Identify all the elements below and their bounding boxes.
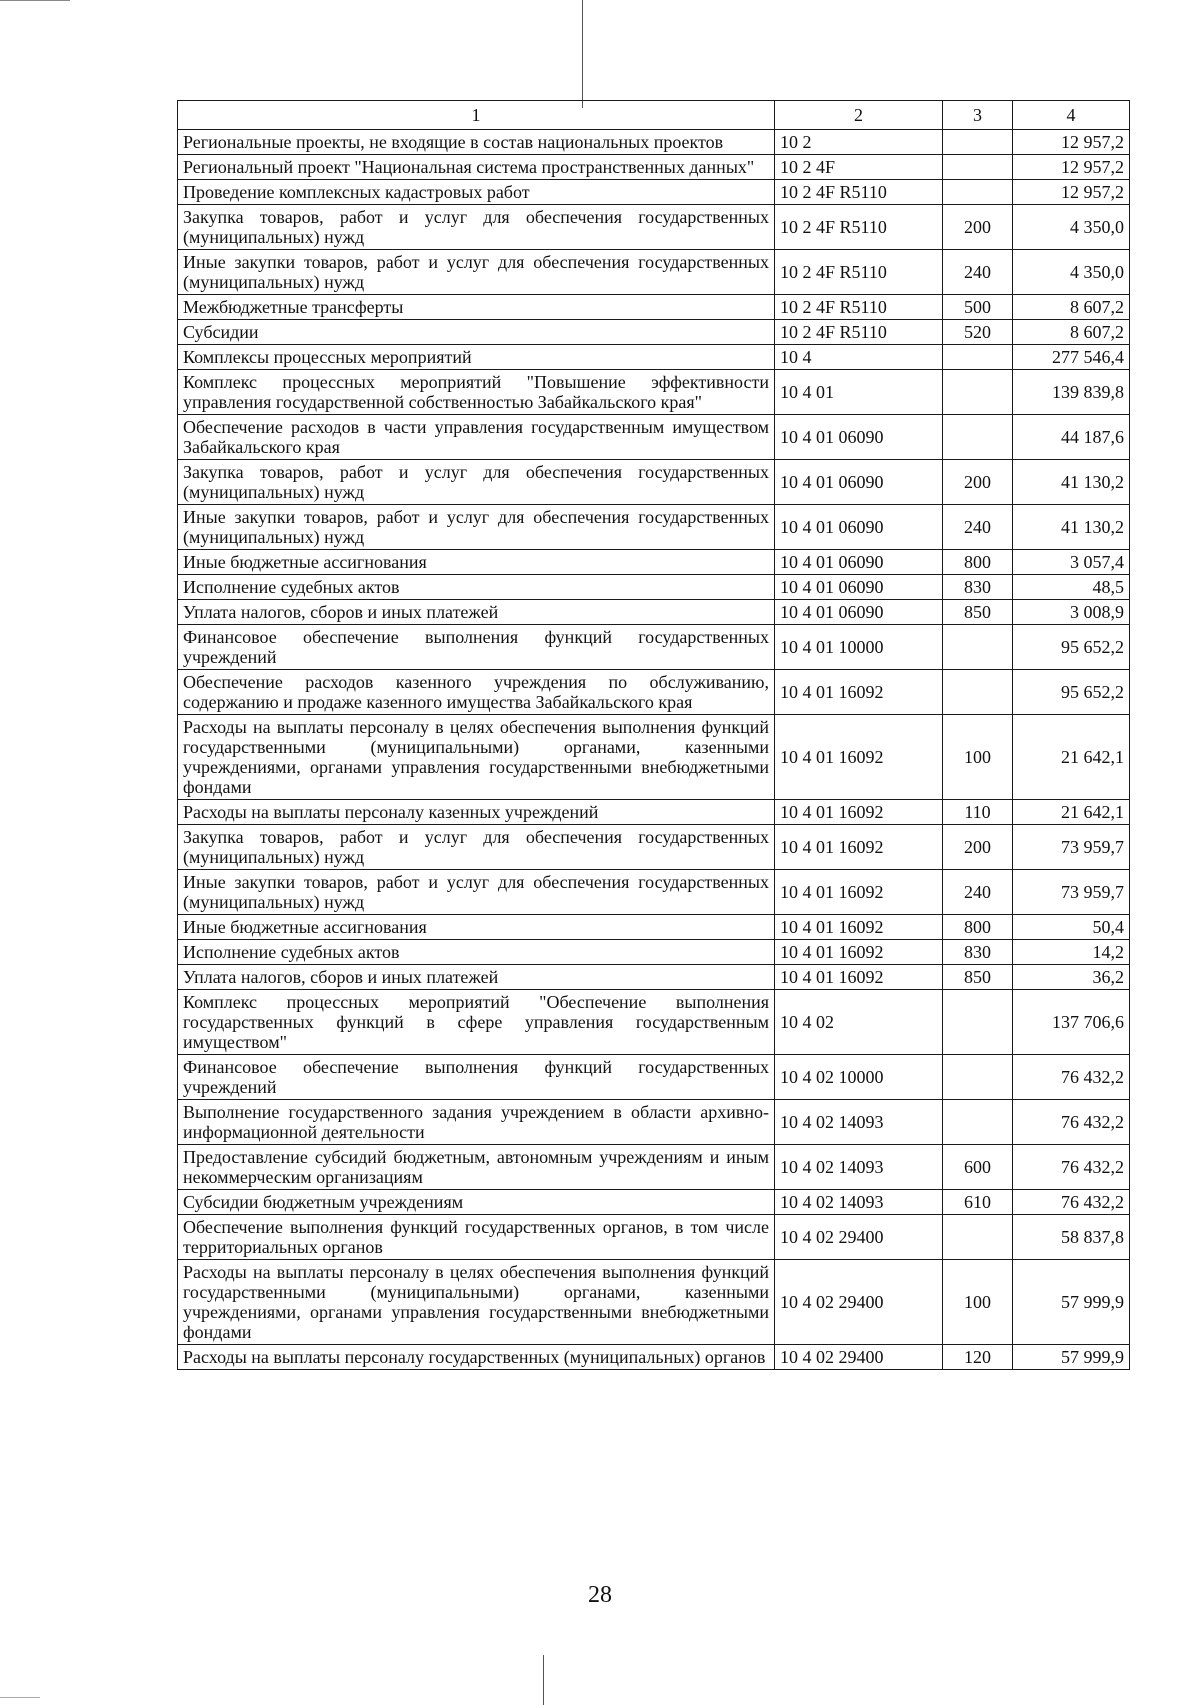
row-code: 10 2 4F R5110: [775, 180, 943, 205]
row-name: Расходы на выплаты персоналу в целях обеспечения выполнения функций государственными (муниципальными) органами, казенными учреждениями, органами управления государственными внебюджетными фондами: [178, 715, 775, 800]
row-expense-type: [943, 345, 1013, 370]
row-expense-type: 240: [943, 505, 1013, 550]
row-name: Предоставление субсидий бюджетным, автономным учреждениям и иным некоммерческим организациям: [178, 1145, 775, 1190]
scan-artifact-bottom-left: [0, 1697, 40, 1698]
table-row: [178, 990, 1130, 1055]
row-name: Выполнение государственного задания учреждением в области архивно-информационной деятельности: [178, 1100, 775, 1145]
row-code: 10 4 01 16092: [775, 825, 943, 870]
table-row: [178, 460, 1130, 505]
row-code: 10 4 01 10000: [775, 625, 943, 670]
table-body: [178, 130, 1130, 1370]
scan-artifact-bottom-line: [543, 1655, 544, 1705]
table-row: [178, 345, 1130, 370]
row-name: Расходы на выплаты персоналу в целях обеспечения выполнения функций государственными (муниципальными) органами, казенными учреждениями, органами управления государственными внебюджетными фондами: [178, 1260, 775, 1345]
row-expense-type: 110: [943, 800, 1013, 825]
row-expense-type: [943, 415, 1013, 460]
row-amount: 3 057,4: [1013, 550, 1130, 575]
table-row: [178, 670, 1130, 715]
row-expense-type: [943, 370, 1013, 415]
row-expense-type: 240: [943, 870, 1013, 915]
row-name: Иные закупки товаров, работ и услуг для обеспечения государственных (муниципальных) нужд: [178, 870, 775, 915]
header-col-2: 2: [775, 101, 943, 130]
row-name: Финансовое обеспечение выполнения функций государственных учреждений: [178, 1055, 775, 1100]
table-row: [178, 965, 1130, 990]
row-code: 10 2: [775, 130, 943, 155]
row-code: 10 4 02 29400: [775, 1215, 943, 1260]
row-name: Обеспечение выполнения функций государственных органов, в том числе территориальных органов: [178, 1215, 775, 1260]
row-code: 10 4 01 06090: [775, 460, 943, 505]
row-expense-type: 240: [943, 250, 1013, 295]
row-amount: 76 432,2: [1013, 1145, 1130, 1190]
row-amount: 41 130,2: [1013, 460, 1130, 505]
table-row: [178, 295, 1130, 320]
row-expense-type: [943, 130, 1013, 155]
row-name: Расходы на выплаты персоналу казенных учреждений: [178, 800, 775, 825]
table-row: [178, 600, 1130, 625]
row-name: Закупка товаров, работ и услуг для обеспечения государственных (муниципальных) нужд: [178, 825, 775, 870]
row-amount: 58 837,8: [1013, 1215, 1130, 1260]
table-row: [178, 715, 1130, 800]
row-code: 10 4 02 10000: [775, 1055, 943, 1100]
row-amount: 50,4: [1013, 915, 1130, 940]
row-name: Региональный проект "Национальная система пространственных данных": [178, 155, 775, 180]
row-name: Иные бюджетные ассигнования: [178, 550, 775, 575]
row-code: 10 4 01 16092: [775, 915, 943, 940]
row-name: Комплекс процессных мероприятий "Повышение эффективности управления государственной собственностью Забайкальского края": [178, 370, 775, 415]
row-name: Исполнение судебных актов: [178, 940, 775, 965]
row-expense-type: 600: [943, 1145, 1013, 1190]
row-name: Иные закупки товаров, работ и услуг для обеспечения государственных (муниципальных) нужд: [178, 505, 775, 550]
row-amount: 4 350,0: [1013, 205, 1130, 250]
table-row: [178, 1055, 1130, 1100]
table-row: [178, 320, 1130, 345]
row-code: 10 4 02 14093: [775, 1190, 943, 1215]
table-row: [178, 180, 1130, 205]
table-row: [178, 1145, 1130, 1190]
table-row: [178, 415, 1130, 460]
table-row: [178, 505, 1130, 550]
row-name: Расходы на выплаты персоналу государственных (муниципальных) органов: [178, 1345, 775, 1370]
row-name: Субсидии бюджетным учреждениям: [178, 1190, 775, 1215]
table-row: [178, 575, 1130, 600]
row-code: 10 4 01: [775, 370, 943, 415]
row-code: 10 2 4F: [775, 155, 943, 180]
table-row: [178, 370, 1130, 415]
row-expense-type: 850: [943, 965, 1013, 990]
header-col-3: 3: [943, 101, 1013, 130]
table-row: [178, 870, 1130, 915]
row-expense-type: [943, 1100, 1013, 1145]
row-name: Финансовое обеспечение выполнения функций государственных учреждений: [178, 625, 775, 670]
row-amount: 3 008,9: [1013, 600, 1130, 625]
row-amount: 41 130,2: [1013, 505, 1130, 550]
row-code: 10 4 01 06090: [775, 575, 943, 600]
row-amount: 76 432,2: [1013, 1055, 1130, 1100]
row-amount: 137 706,6: [1013, 990, 1130, 1055]
row-name: Межбюджетные трансферты: [178, 295, 775, 320]
table-row: [178, 1190, 1130, 1215]
page-number: 28: [588, 1582, 612, 1608]
row-expense-type: [943, 155, 1013, 180]
row-amount: 48,5: [1013, 575, 1130, 600]
table-row: [178, 915, 1130, 940]
table-row: [178, 155, 1130, 180]
table-row: [178, 130, 1130, 155]
row-expense-type: [943, 180, 1013, 205]
row-code: 10 2 4F R5110: [775, 295, 943, 320]
row-expense-type: 830: [943, 940, 1013, 965]
row-amount: 76 432,2: [1013, 1100, 1130, 1145]
row-name: Уплата налогов, сборов и иных платежей: [178, 600, 775, 625]
scan-artifact-top-left: [0, 0, 70, 1]
table-row: [178, 1260, 1130, 1345]
row-code: 10 4 01 16092: [775, 870, 943, 915]
row-code: 10 2 4F R5110: [775, 250, 943, 295]
row-amount: 76 432,2: [1013, 1190, 1130, 1215]
row-code: 10 4 01 06090: [775, 550, 943, 575]
table-row: [178, 1100, 1130, 1145]
header-row: [178, 101, 1130, 130]
table-row: [178, 800, 1130, 825]
row-name: Обеспечение расходов в части управления государственным имуществом Забайкальского края: [178, 415, 775, 460]
row-code: 10 4 01 06090: [775, 600, 943, 625]
table-header: [178, 101, 1130, 130]
row-code: 10 4 01 16092: [775, 715, 943, 800]
row-amount: 8 607,2: [1013, 295, 1130, 320]
table-row: [178, 1215, 1130, 1260]
row-name: Иные закупки товаров, работ и услуг для обеспечения государственных (муниципальных) нужд: [178, 250, 775, 295]
row-name: Проведение комплексных кадастровых работ: [178, 180, 775, 205]
row-code: 10 4 01 16092: [775, 670, 943, 715]
row-amount: 277 546,4: [1013, 345, 1130, 370]
row-expense-type: 800: [943, 550, 1013, 575]
row-expense-type: 100: [943, 1260, 1013, 1345]
row-expense-type: 610: [943, 1190, 1013, 1215]
row-amount: 4 350,0: [1013, 250, 1130, 295]
row-amount: 73 959,7: [1013, 870, 1130, 915]
table-row: [178, 825, 1130, 870]
row-code: 10 4 02 29400: [775, 1345, 943, 1370]
row-amount: 36,2: [1013, 965, 1130, 990]
row-amount: 73 959,7: [1013, 825, 1130, 870]
row-name: Иные бюджетные ассигнования: [178, 915, 775, 940]
row-name: Исполнение судебных актов: [178, 575, 775, 600]
row-amount: 14,2: [1013, 940, 1130, 965]
table-row: [178, 625, 1130, 670]
row-name: Комплекс процессных мероприятий "Обеспечение выполнения государственных функций в сфере управления государственным имуществом": [178, 990, 775, 1055]
row-amount: 21 642,1: [1013, 715, 1130, 800]
row-amount: 57 999,9: [1013, 1345, 1130, 1370]
row-code: 10 4 02 29400: [775, 1260, 943, 1345]
row-expense-type: 800: [943, 915, 1013, 940]
row-amount: 12 957,2: [1013, 180, 1130, 205]
row-code: 10 4 01 06090: [775, 415, 943, 460]
row-name: Закупка товаров, работ и услуг для обеспечения государственных (муниципальных) нужд: [178, 460, 775, 505]
row-code: 10 4 01 06090: [775, 505, 943, 550]
row-amount: 95 652,2: [1013, 625, 1130, 670]
row-code: 10 2 4F R5110: [775, 205, 943, 250]
row-code: 10 2 4F R5110: [775, 320, 943, 345]
row-expense-type: [943, 625, 1013, 670]
row-amount: 95 652,2: [1013, 670, 1130, 715]
row-code: 10 4 02: [775, 990, 943, 1055]
header-col-4: 4: [1013, 101, 1130, 130]
row-amount: 8 607,2: [1013, 320, 1130, 345]
row-amount: 12 957,2: [1013, 155, 1130, 180]
row-expense-type: 200: [943, 460, 1013, 505]
row-expense-type: 830: [943, 575, 1013, 600]
row-amount: 44 187,6: [1013, 415, 1130, 460]
row-expense-type: 850: [943, 600, 1013, 625]
row-code: 10 4 02 14093: [775, 1100, 943, 1145]
row-expense-type: [943, 1215, 1013, 1260]
row-expense-type: 500: [943, 295, 1013, 320]
row-code: 10 4 01 16092: [775, 940, 943, 965]
row-code: 10 4 01 16092: [775, 800, 943, 825]
table-row: [178, 205, 1130, 250]
row-name: Комплексы процессных мероприятий: [178, 345, 775, 370]
row-amount: 57 999,9: [1013, 1260, 1130, 1345]
row-expense-type: [943, 670, 1013, 715]
row-code: 10 4 02 14093: [775, 1145, 943, 1190]
row-name: Закупка товаров, работ и услуг для обеспечения государственных (муниципальных) нужд: [178, 205, 775, 250]
row-name: Субсидии: [178, 320, 775, 345]
row-name: Обеспечение расходов казенного учреждения по обслуживанию, содержанию и продаже казенного имущества Забайкальского края: [178, 670, 775, 715]
table-row: [178, 1345, 1130, 1370]
header-col-1: 1: [178, 101, 775, 130]
row-name: Региональные проекты, не входящие в состав национальных проектов: [178, 130, 775, 155]
row-code: 10 4: [775, 345, 943, 370]
row-expense-type: 520: [943, 320, 1013, 345]
row-expense-type: 200: [943, 825, 1013, 870]
table-row: [178, 550, 1130, 575]
table-row: [178, 940, 1130, 965]
row-amount: 21 642,1: [1013, 800, 1130, 825]
row-expense-type: [943, 990, 1013, 1055]
row-expense-type: 200: [943, 205, 1013, 250]
row-expense-type: 100: [943, 715, 1013, 800]
budget-table: [177, 100, 1130, 1370]
row-amount: 139 839,8: [1013, 370, 1130, 415]
scan-artifact-top-line: [582, 0, 583, 108]
table-row: [178, 250, 1130, 295]
row-code: 10 4 01 16092: [775, 965, 943, 990]
row-expense-type: 120: [943, 1345, 1013, 1370]
row-amount: 12 957,2: [1013, 130, 1130, 155]
row-name: Уплата налогов, сборов и иных платежей: [178, 965, 775, 990]
row-expense-type: [943, 1055, 1013, 1100]
